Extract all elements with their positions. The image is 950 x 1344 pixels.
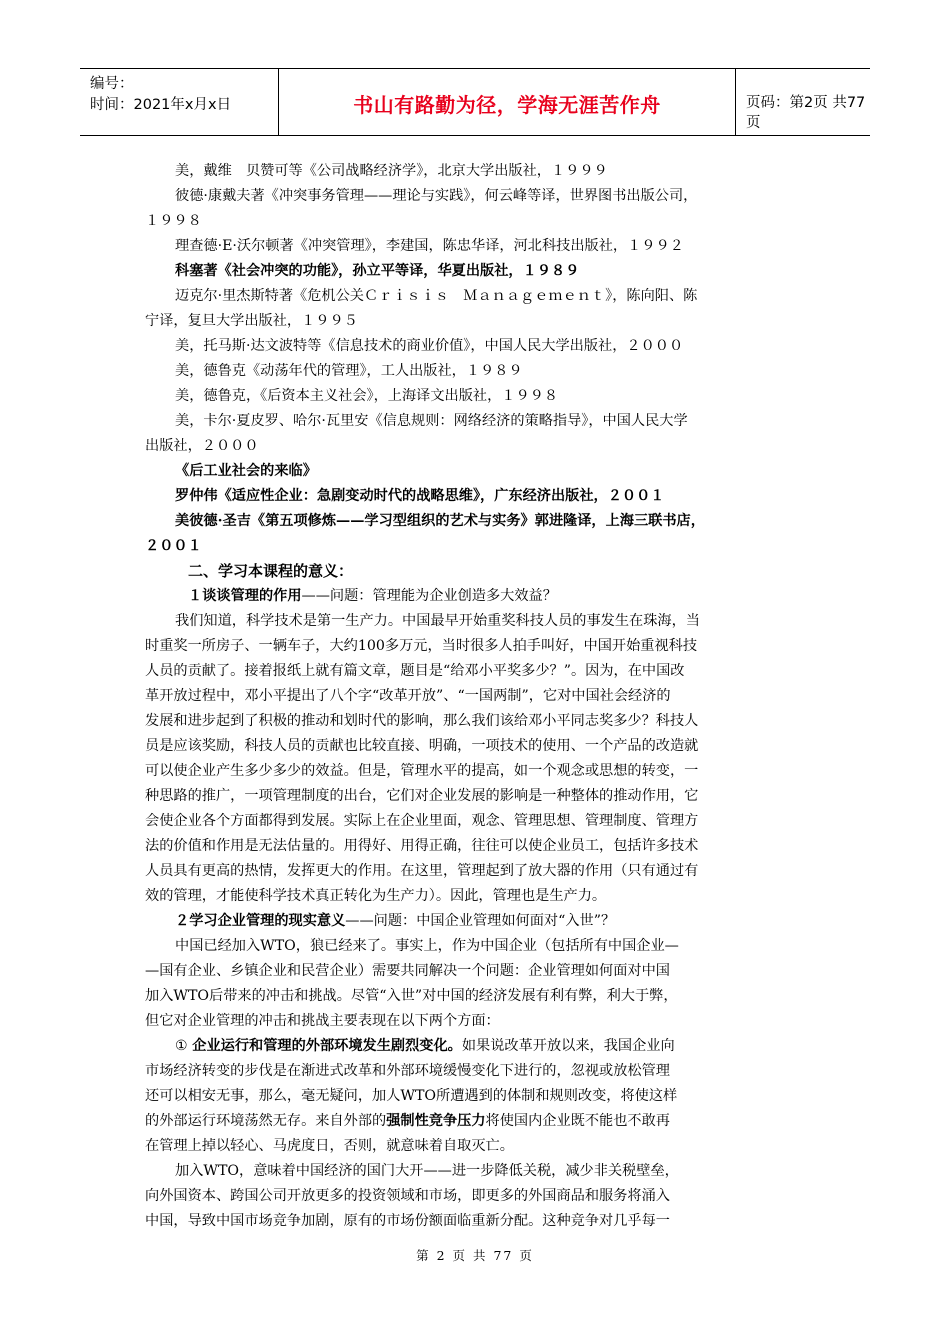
paragraph-line: 中国已经加入WTO，狼已经来了。事实上，作为中国企业（包括所有中国企业— xyxy=(175,938,679,954)
section-title: 二、学习本课程的意义： xyxy=(188,562,354,580)
reference-line: 出版社，２０００ xyxy=(145,438,259,454)
reference-line: 美，卡尔·夏皮罗、哈尔·瓦里安《信息规则：网络经济的策略指导》，中国人民大学 xyxy=(175,413,688,429)
reference-line: 《后工业社会的来临》 xyxy=(175,463,317,479)
paragraph-line: 会使企业各个方面都得到发展。实际上在企业里面，观念、管理思想、管理制度、管理方 xyxy=(145,813,699,829)
paragraph-line: 发展和进步起到了积极的推动和划时代的影响，那么我们该给邓小平同志奖多少？科技人 xyxy=(145,713,699,729)
code-label: 编号： xyxy=(90,76,134,92)
header-motto-cell xyxy=(279,69,736,135)
paragraph-line: 可以使企业产生多少多少的效益。但是，管理水平的提高，如一个观念或思想的转变，一 xyxy=(145,763,699,779)
paragraph-line: 时重奖一所房子、一辆车子，大约100多万元，当时很多人拍手叫好，中国开始重视科技 xyxy=(145,638,698,654)
paragraph-line: 但它对企业管理的冲击和挑战主要表现在以下两个方面： xyxy=(145,1013,500,1029)
reference-line: 美，德鲁克《动荡年代的管理》，工人出版社，１９８９ xyxy=(175,363,523,379)
reference-line: 美彼德·圣吉《第五项修炼——学习型组织的艺术与实务》郭进隆译，上海三联书店， xyxy=(175,513,705,529)
paragraph-line: 向外国资本、跨国公司开放更多的投资领域和市场，即更多的外国商品和服务将涌入 xyxy=(145,1188,670,1204)
paragraph-text: 的外部运行环境荡然无存。来自外部的 xyxy=(145,1113,387,1129)
paragraph-line: 加入WTO，意味着中国经济的国门大开——进一步降低关税，减少非关税壁垒， xyxy=(175,1163,679,1179)
reference-line: 科塞著《社会冲突的功能》，孙立平等译，华夏出版社，１９８９ xyxy=(175,263,580,279)
subheading-2 xyxy=(175,911,615,931)
page-header xyxy=(80,68,870,136)
reference-line: １９９８ xyxy=(145,213,202,229)
paragraph-line: 还可以相安无事，那么，毫无疑问，加人WTO所遭遇到的体制和规则改变，将使这样 xyxy=(145,1088,678,1104)
reference-line: 美，德鲁克，《后资本主义社会》，上海译文出版社，１９９８ xyxy=(175,388,559,404)
subheading-1 xyxy=(188,586,557,606)
paragraph-line: 种思路的推广，一项管理制度的出台，它们对企业发展的影响是一种整体的推动作用，它 xyxy=(145,788,699,804)
time-label: 时间：2021年x月x日 xyxy=(90,97,232,113)
paragraph-line: 革开放过程中，邓小平提出了八个字“改革开放”、“一国两制”，它对中国社会经济的 xyxy=(145,688,671,704)
emphasis-text: 企业运行和管理的外部环境发生剧烈变化。 xyxy=(192,1038,462,1054)
paragraph-line: 加入WTO后带来的冲击和挑战。尽管“入世”对中国的经济发展有利有弊，利大于弊， xyxy=(145,988,678,1004)
reference-line: ２００１ xyxy=(145,538,202,554)
paragraph-line xyxy=(145,1111,670,1131)
reference-line: 理查德·E·沃尔顿著《冲突管理》，李建国，陈忠华译，河北科技出版社，１９９２ xyxy=(175,238,684,254)
paragraph-text: 如果说改革开放以来，我国企业向 xyxy=(461,1038,675,1054)
header-page-cell xyxy=(736,69,870,135)
paragraph-line: 人员具有更高的热情，发挥更大的作用。在这里，管理起到了放大器的作用（只有通过有 xyxy=(145,863,699,879)
paragraph-text: 将使国内企业既不能也不敢再 xyxy=(485,1113,670,1129)
reference-line: 迈克尔·里杰斯特著《危机公关Ｃｒｉｓｉｓ Ｍａｎａｇｅｍｅｎｔ》，陈向阳、陈 xyxy=(175,288,698,304)
emphasis-text: 强制性竞争压力 xyxy=(386,1113,486,1129)
reference-line: 美，托马斯·达文波特等《信息技术的商业价值》，中国人民大学出版社，２０００ xyxy=(175,338,684,354)
paragraph-line: 效的管理，才能使科学技术真正转化为生产力）。因此，管理也是生产力。 xyxy=(145,888,607,904)
reference-line: 彼德·康戴夫著《冲突事务管理——理论与实践》，何云峰等译，世界图书出版公司， xyxy=(175,188,698,204)
paragraph-line: 我们知道，科学技术是第一生产力。中国最早开始重奖科技人员的事发生在珠海，当 xyxy=(175,613,700,629)
paragraph-line: —国有企业、乡镇企业和民营企业）需要共同解决一个问题：企业管理如何面对中国 xyxy=(145,963,670,979)
subheading-2-rest: ——问题：中国企业管理如何面对“入世”？ xyxy=(345,913,616,929)
header-meta-cell xyxy=(80,69,279,135)
paragraph-lead-line xyxy=(175,1036,675,1056)
subheading-2-bold: ２学习企业管理的现实意义 xyxy=(175,913,346,929)
page-footer: 第 2 页 共 77 页 xyxy=(416,1248,534,1263)
paragraph-line: 人员的贡献了。接着报纸上就有篇文章，题目是“给邓小平奖多少？”。因为，在中国改 xyxy=(145,663,685,679)
paragraph-line: 员是应该奖励，科技人员的贡献也比较直接、明确，一项技术的使用、一个产品的改造就 xyxy=(145,738,699,754)
reference-line: 宁译，复旦大学出版社，１９９５ xyxy=(145,313,358,329)
reference-line: 美，戴维 贝赞可等《公司战略经济学》，北京大学出版社，１９９９ xyxy=(175,163,608,179)
paragraph-line: 法的价值和作用是无法估量的。用得好、用得正确，往往可以使企业员工，包括许多技术 xyxy=(145,838,699,854)
paragraph-line: 中国，导致中国市场竞争加剧，原有的市场份额面临重新分配。这种竞争对几乎每一 xyxy=(145,1213,670,1229)
motto: 书山有路勤为径，学海无涯苦作舟 xyxy=(353,93,661,117)
paragraph-line: 在管理上掉以轻心、马虎度日，否则，就意味着自取灭亡。 xyxy=(145,1138,514,1154)
subheading-1-bold: １谈谈管理的作用 xyxy=(188,588,302,604)
page-info: 页码：第2页 共77页 xyxy=(746,95,866,131)
reference-line: 罗仲伟《适应性企业：急剧变动时代的战略思维》，广东经济出版社，２００１ xyxy=(175,488,665,504)
circled-number: ① xyxy=(175,1038,188,1054)
subheading-1-rest: ——问题：管理能为企业创造多大效益？ xyxy=(301,588,557,604)
paragraph-line: 市场经济转变的步伐是在渐进式改革和外部环境缓慢变化下进行的，忽视或放松管理 xyxy=(145,1063,670,1079)
